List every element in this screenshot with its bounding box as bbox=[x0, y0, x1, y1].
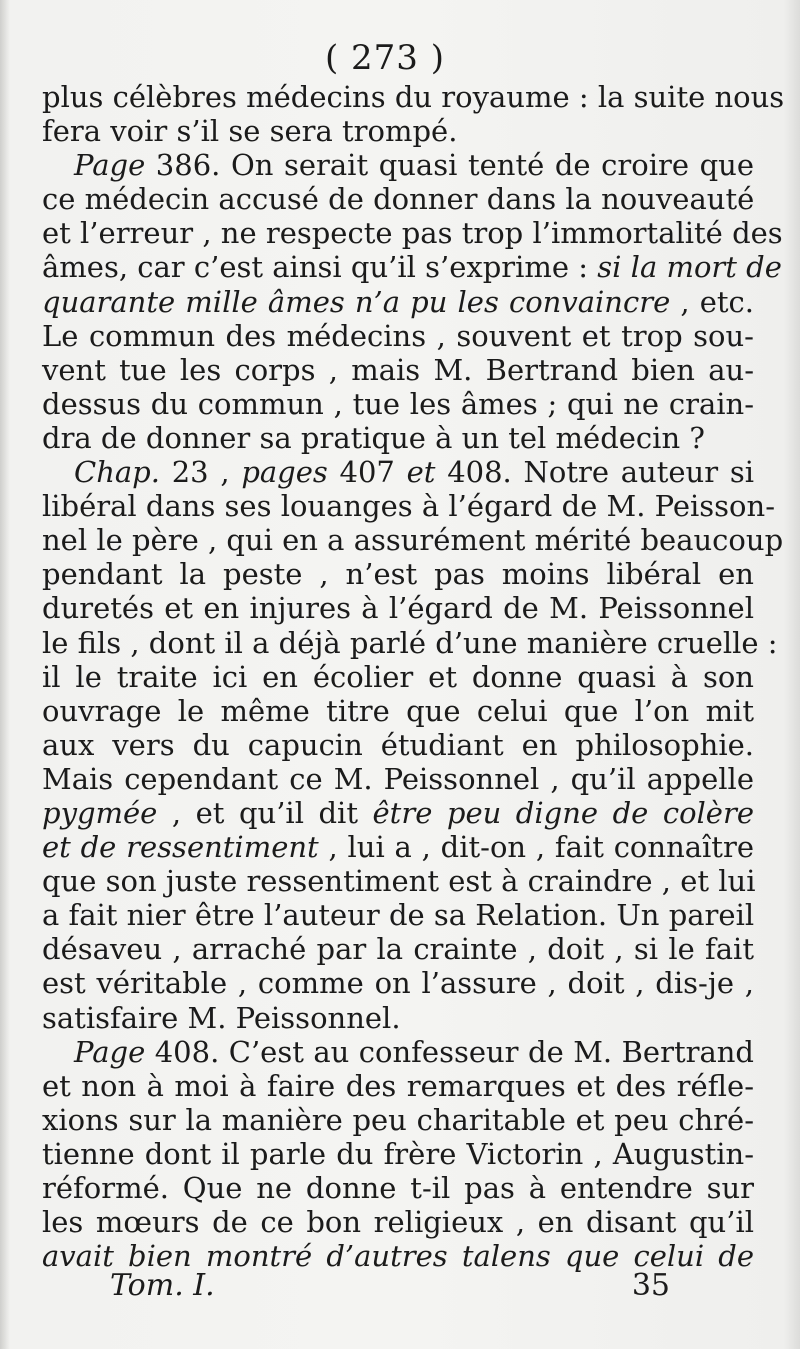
text-line bbox=[42, 80, 785, 114]
text-span: âmes, car c’est ainsi qu’il s’exprime : bbox=[42, 250, 598, 285]
text-line bbox=[42, 114, 754, 148]
text-span: tienne dont il parle du frère Victorin , Augustin- bbox=[42, 1136, 754, 1171]
text-span: libéral dans ses louanges à l’égard de M. Peisson- bbox=[42, 489, 775, 524]
text-span: Mais cependant ce M. Peissonnel , qu’il appelle bbox=[42, 761, 754, 796]
text-line bbox=[42, 1103, 754, 1137]
text-span: et l’erreur , ne respecte pas trop l’immortalité des bbox=[42, 216, 783, 251]
sheet-number: 35 bbox=[631, 1268, 670, 1303]
text-line bbox=[42, 523, 784, 558]
text-line bbox=[42, 250, 782, 285]
text-line bbox=[42, 557, 754, 591]
page-number: ( 273 ) bbox=[324, 38, 446, 78]
text-line bbox=[42, 319, 754, 353]
italic-text: être peu digne de colère bbox=[372, 795, 754, 830]
text-span: ce médecin accusé de donner dans la nouveauté bbox=[42, 182, 755, 217]
text-span: 408. Notre auteur si bbox=[435, 455, 754, 490]
text-line bbox=[42, 216, 783, 251]
italic-text: quarante mille âmes n’a pu les convaincre bbox=[42, 284, 671, 319]
page-footer bbox=[110, 1268, 670, 1303]
text-line bbox=[42, 932, 754, 966]
text-span: , et qu’il dit bbox=[157, 795, 373, 830]
text-span: vent tue les corps , mais M. Bertrand bien au- bbox=[42, 352, 754, 387]
text-line bbox=[42, 864, 754, 898]
text-span: Le commun des médecins , souvent et trop sou- bbox=[42, 318, 754, 353]
text-line bbox=[42, 1205, 754, 1239]
volume-signature: Tom. I. bbox=[110, 1268, 215, 1303]
text-span: 386. On serait quasi tenté de croire que bbox=[145, 148, 754, 183]
text-span: 23 , bbox=[159, 455, 242, 490]
text-span: que son juste ressentiment est à craindre , et lui bbox=[42, 864, 756, 899]
text-span: pendant la peste , n’est pas moins libéral en bbox=[42, 557, 754, 592]
text-line bbox=[42, 898, 754, 932]
italic-text: Page bbox=[74, 148, 146, 183]
text-line bbox=[42, 830, 754, 864]
text-line bbox=[42, 694, 754, 728]
text-span: 407 bbox=[327, 455, 407, 490]
italic-text: pages bbox=[241, 455, 328, 490]
text-span: nel le père , qui en a assurément mérité beaucoup bbox=[42, 523, 784, 558]
text-line bbox=[42, 1137, 754, 1171]
text-line bbox=[42, 148, 754, 182]
text-span: les mœurs de ce bon religieux , en disant qu’il bbox=[42, 1205, 754, 1240]
text-line bbox=[42, 966, 754, 1000]
italic-text: si la mort de bbox=[597, 250, 782, 285]
text-line bbox=[42, 387, 754, 421]
text-span: plus célèbres médecins du royaume : la suite nous bbox=[42, 80, 785, 114]
text-line bbox=[42, 353, 754, 387]
text-span: , lui a , dit-on , fait connaître bbox=[318, 830, 754, 865]
italic-text: et bbox=[406, 455, 436, 490]
text-span: , etc. bbox=[670, 284, 754, 319]
text-line bbox=[42, 1001, 754, 1035]
text-line bbox=[42, 455, 754, 489]
text-span: dessus du commun , tue les âmes ; qui ne crain- bbox=[42, 386, 754, 421]
text-span: a fait nier être l’auteur de sa Relation. Un pareil bbox=[42, 898, 755, 933]
text-span: duretés et en injures à l’égard de M. Peissonnel bbox=[42, 591, 754, 626]
text-span: 408. C’est au confesseur de M. Bertrand bbox=[145, 1034, 754, 1069]
italic-text: pygmée bbox=[42, 795, 158, 830]
italic-text: avait bien montré d’autres talens que celui de bbox=[42, 1239, 754, 1274]
text-span: et non à moi à faire des remarques et des réfle- bbox=[42, 1068, 754, 1103]
text-line bbox=[42, 591, 754, 625]
text-span: aux vers du capucin étudiant en philosophie. bbox=[42, 727, 754, 762]
text-line bbox=[42, 489, 775, 524]
italic-text: Page bbox=[74, 1034, 146, 1069]
italic-text: et de ressentiment bbox=[42, 830, 319, 865]
text-span: ouvrage le même titre que celui que l’on mit bbox=[42, 693, 754, 728]
text-span: le fils , dont il a déjà parlé d’une manière cruelle : bbox=[42, 625, 778, 660]
text-line bbox=[42, 421, 754, 455]
text-line bbox=[42, 182, 754, 216]
text-span: est véritable , comme on l’assure , doit , dis-je , bbox=[42, 966, 754, 1001]
text-span: xions sur la manière peu charitable et peu chré- bbox=[42, 1102, 754, 1137]
text-span: fera voir s’il se sera trompé. bbox=[42, 114, 458, 149]
text-line bbox=[42, 660, 754, 694]
text-span: réformé. Que ne donne t-il pas à entendre sur bbox=[42, 1171, 754, 1205]
italic-text: Chap. bbox=[74, 455, 160, 490]
text-line bbox=[42, 728, 754, 762]
text-span: désaveu , arraché par la crainte , doit , si le fait bbox=[42, 932, 754, 967]
text-line bbox=[42, 1069, 754, 1103]
text-span: satisfaire M. Peissonnel. bbox=[42, 1000, 401, 1035]
text-span: dra de donner sa pratique à un tel médecin ? bbox=[42, 420, 705, 455]
text-line bbox=[42, 796, 754, 830]
page-text bbox=[42, 80, 785, 1274]
text-line bbox=[42, 762, 754, 796]
text-line bbox=[42, 1171, 754, 1205]
text-line bbox=[42, 1035, 754, 1069]
text-line bbox=[42, 625, 778, 660]
text-line bbox=[42, 285, 754, 319]
text-span: il le traite ici en écolier et donne quasi à son bbox=[42, 659, 754, 694]
